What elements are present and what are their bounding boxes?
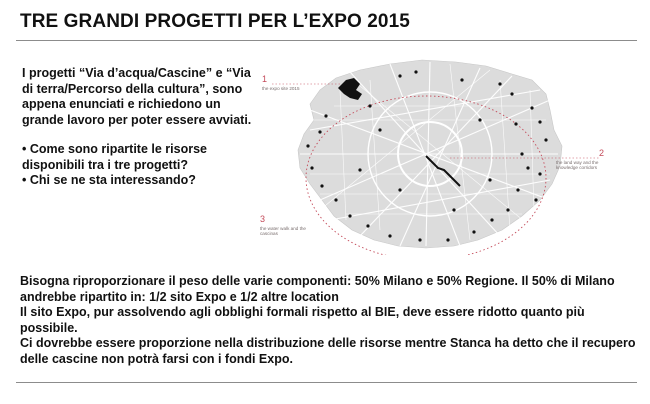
milan-map-illustration: [250, 50, 620, 255]
body-paragraph: Bisogna riproporzionare il peso delle varie componenti: 50% Milano e 50% Regione. Il 50% di Milano andrebbe ripartito in: 1/2 sito Expo e 1/2 altre location: [20, 274, 615, 304]
map-label-number: 1: [262, 74, 268, 84]
body-paragraph: Ci dovrebbe essere proporzione nella distribuzione delle risorse mentre Stanca ha detto che il recupero delle cascine non potrà farsi con i fondi Expo.: [20, 336, 636, 366]
body-text: [20, 274, 638, 368]
map-label-number: 2: [599, 148, 605, 158]
map-label-text: the land way and the knowledge corridors: [556, 160, 599, 171]
map-label-text: the expo site 2015: [262, 86, 300, 91]
top-divider: [16, 40, 637, 41]
city-map: [250, 50, 620, 255]
question-list: [22, 142, 252, 189]
map-label-text: the water walk and the cascinas: [260, 226, 306, 237]
question-item: • Come sono ripartite le risorse disponibili tra i tre progetti?: [22, 142, 207, 172]
intro-text: [22, 66, 252, 189]
bottom-divider: [16, 382, 637, 383]
question-item: • Chi se ne sta interessando?: [22, 173, 196, 187]
slide-title: TRE GRANDI PROGETTI PER L’EXPO 2015: [20, 11, 410, 32]
intro-paragraph: I progetti “Via d’acqua/Cascine” e “Via di terra/Percorso della cultura”, sono appena enunciati e richiedono un grande lavoro per poter essere avviati.: [22, 66, 252, 127]
body-paragraph: Il sito Expo, pur assolvendo agli obblighi formali rispetto al BIE, deve essere ridotto quanto più possibile.: [20, 305, 585, 335]
map-label-number: 3: [260, 214, 266, 224]
